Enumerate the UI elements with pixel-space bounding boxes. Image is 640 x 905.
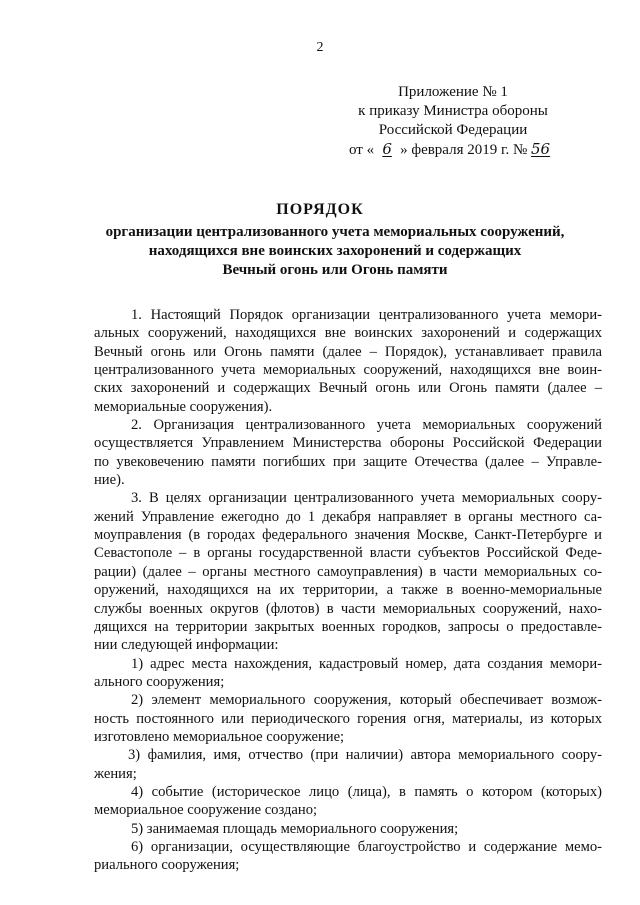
body-line: жений Управление ежегодно до 1 декабря направляет в органы местного са- <box>94 508 602 525</box>
subtitle-line: находящихся вне воинских захоронений и содержащих <box>148 243 522 259</box>
date-mid: » февраля 2019 г. № <box>400 142 528 158</box>
body-line: централизованного учета мемориальных сооружений, находящихся вне воин- <box>94 362 602 379</box>
document-body <box>94 306 602 875</box>
body-line: службы военных округов (флотов) в части мемориальных сооружений, нахо- <box>94 600 602 617</box>
body-line: Севастополе – в органы государственной власти субъектов Российской Феде- <box>94 545 602 562</box>
body-line: 2) элемент мемориального сооружения, который обеспечивает возмож- <box>131 692 602 709</box>
body-line: 4) событие (историческое лицо (лица), в память о котором (которых) <box>131 783 602 800</box>
appendix-date-line <box>323 140 583 160</box>
appendix-line-1: Приложение № 1 <box>398 84 508 100</box>
body-line: ние). <box>94 472 125 489</box>
body-line: мемориальные сооружения). <box>94 398 273 415</box>
document-subtitle <box>70 223 600 280</box>
body-line: по увековечению памяти погибших при защите Отечества (далее – Управле- <box>94 453 602 470</box>
subtitle-line: организации централизованного учета мемориальных сооружений, <box>105 224 565 240</box>
body-line: нии следующей информации: <box>94 637 279 654</box>
body-line: риального сооружения; <box>94 857 240 874</box>
order-number-handwritten: 56 <box>531 140 551 158</box>
body-line: 6) организации, осуществляющие благоустройство и содержание мемо- <box>131 838 602 855</box>
appendix-line-3: Российской Федерации <box>378 122 528 138</box>
appendix-header <box>323 83 583 160</box>
body-line: жения; <box>94 765 137 782</box>
body-line: ских захоронений и содержащих Вечный огонь или Огонь памяти (далее – <box>94 380 602 397</box>
subtitle-line: Вечный огонь или Огонь памяти <box>222 262 448 278</box>
appendix-line-2: к приказу Министра обороны <box>358 103 548 119</box>
body-line: моуправления (в городах федерального значения Москве, Санкт-Петербурге и <box>94 527 602 544</box>
body-line: мемориальное сооружение создано; <box>94 802 318 819</box>
date-prefix: от « <box>348 142 375 158</box>
body-line: 1. Настоящий Порядок организации централизованного учета мемори- <box>131 307 602 323</box>
body-line: осуществляется Управлением Министерства обороны Российской Федерации <box>94 435 602 452</box>
body-line: 3. В целях организации централизованного учета мемориальных соору- <box>131 490 602 507</box>
document-title: ПОРЯДОК <box>276 201 364 218</box>
body-line: Вечный огонь или Огонь памяти (далее – Порядок), устанавливает правила <box>94 343 602 360</box>
body-line: 5) занимаемая площадь мемориального сооружения; <box>131 820 459 837</box>
date-day-handwritten: 6 <box>382 140 392 158</box>
body-line: 1) адрес места нахождения, кадастровый номер, дата создания мемори- <box>131 655 602 672</box>
body-line: дящихся на территории закрытых военных городков, запросы о предоставле- <box>94 618 602 635</box>
body-line: изготовлено мемориальное сооружение; <box>94 728 345 745</box>
body-line: ность постоянного или периодического горения огня, материалы, из которых <box>94 710 602 727</box>
page-number: 2 <box>316 40 324 55</box>
body-line: ального сооружения; <box>94 673 225 690</box>
body-line: рации) (далее – органы местного самоуправления) в части мемориальных со- <box>94 563 602 580</box>
body-line: альных сооружений, находящихся вне воинских захоронений и содержащих <box>94 325 602 342</box>
body-line: оружений, находящихся на их территории, а также в военно-мемориальные <box>94 582 602 599</box>
body-line: 2. Организация централизованного учета мемориальных сооружений <box>131 417 602 434</box>
body-line: 3) фамилия, имя, отчество (при наличии) автора мемориального соору- <box>128 747 602 764</box>
